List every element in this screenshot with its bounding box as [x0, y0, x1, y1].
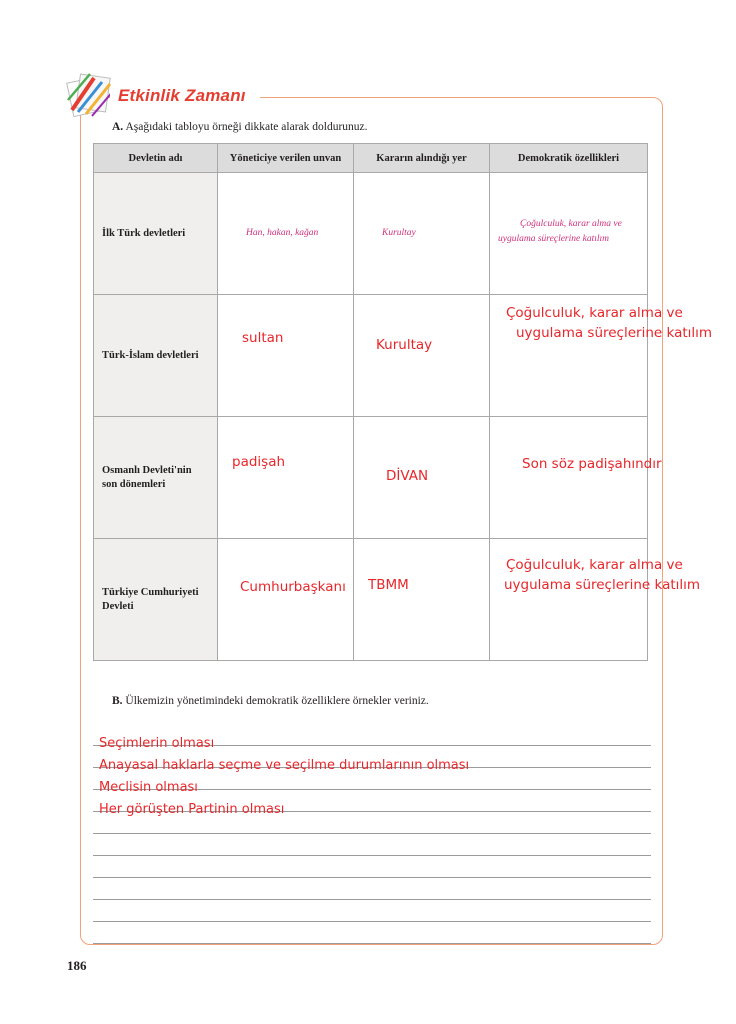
state-name: Türk-İslam devletleri — [94, 295, 218, 417]
state-name — [94, 417, 218, 539]
answer-place: TBMM — [368, 577, 409, 593]
table-row — [94, 539, 648, 661]
place-cell[interactable] — [354, 173, 490, 295]
header-features: Demokratik özellikleri — [490, 144, 648, 173]
answer-title: Cumhurbaşkanı — [240, 579, 346, 595]
table-row — [94, 417, 648, 539]
section-b-instruction — [112, 695, 429, 707]
section-b-label: B. — [112, 695, 123, 707]
answer-place: Kurultay — [376, 337, 433, 353]
table-row — [94, 173, 648, 295]
answer-text: Meclisin olması — [99, 780, 198, 795]
place-cell[interactable] — [354, 295, 490, 417]
answer-line[interactable] — [93, 834, 651, 856]
title-cell[interactable] — [218, 539, 354, 661]
features-cell[interactable] — [490, 173, 648, 295]
answer-line[interactable] — [93, 724, 651, 751]
state-name-line2: son dönemleri — [102, 479, 166, 490]
title-cell[interactable] — [218, 295, 354, 417]
table-row — [94, 295, 648, 417]
answer-place: DİVAN — [386, 468, 429, 484]
sample-features-line2: uygulama süreçlerine katılım — [498, 234, 609, 244]
features-cell[interactable] — [490, 417, 662, 539]
answer-line[interactable] — [93, 922, 651, 944]
answer-line[interactable] — [93, 856, 651, 878]
header-place: Kararın alındığı yer — [354, 144, 490, 173]
states-table — [93, 143, 713, 661]
section-b-text: Ülkemizin yönetimindeki demokratik özelliklere örnekler veriniz. — [125, 695, 429, 707]
section-a-text: Aşağıdaki tabloyu örneği dikkate alarak doldurunuz. — [125, 121, 368, 133]
title-cell[interactable] — [218, 173, 354, 295]
answer-line[interactable] — [93, 812, 651, 834]
header-title: Yöneticiye verilen unvan — [218, 144, 354, 173]
place-cell[interactable] — [354, 417, 490, 539]
features-cell[interactable] — [490, 539, 701, 661]
title-cell[interactable] — [218, 417, 354, 539]
answer-features-line2: uygulama süreçlerine katılım — [504, 577, 701, 593]
answer-features-line1: Çoğulculuk, karar alma ve — [506, 305, 683, 321]
answer-line[interactable] — [93, 900, 651, 922]
answer-line[interactable] — [93, 790, 651, 817]
state-name: İlk Türk devletleri — [94, 173, 218, 295]
state-name — [94, 539, 218, 661]
answer-lines — [93, 724, 651, 944]
answer-text: Anayasal haklarla seçme ve seçilme durumlarının olması — [99, 758, 470, 773]
activity-title: Etkinlik Zamanı — [118, 86, 246, 105]
state-name-line2: Devleti — [102, 601, 134, 612]
answer-title: sultan — [242, 330, 284, 346]
features-cell[interactable] — [490, 295, 713, 417]
header-state: Devletin adı — [94, 144, 218, 173]
answer-line[interactable] — [93, 746, 651, 773]
section-a-instruction — [112, 121, 368, 133]
answer-text: Seçimlerin olması — [99, 736, 215, 751]
answer-features-line2: uygulama süreçlerine katılım — [516, 325, 713, 341]
sample-place: Kurultay — [382, 228, 416, 238]
answer-features-line1: Çoğulculuk, karar alma ve — [506, 557, 683, 573]
answer-text: Her görüşten Partinin olması — [99, 802, 285, 817]
answer-features-line1: Son söz padişahındır — [522, 456, 662, 472]
state-name-line1: Osmanlı Devleti'nin — [102, 465, 192, 476]
place-cell[interactable] — [354, 539, 490, 661]
page-number: 186 — [67, 958, 87, 973]
sample-title: Han, hakan, kağan — [246, 228, 319, 238]
state-name-line1: Türkiye Cumhuriyeti — [102, 587, 199, 598]
answer-line[interactable] — [93, 878, 651, 900]
section-a-label: A. — [112, 121, 124, 133]
answer-line[interactable] — [93, 768, 651, 795]
sample-features-line1: Çoğulculuk, karar alma ve — [520, 219, 622, 229]
answer-title: padişah — [232, 454, 286, 470]
table-header-row — [94, 144, 648, 173]
